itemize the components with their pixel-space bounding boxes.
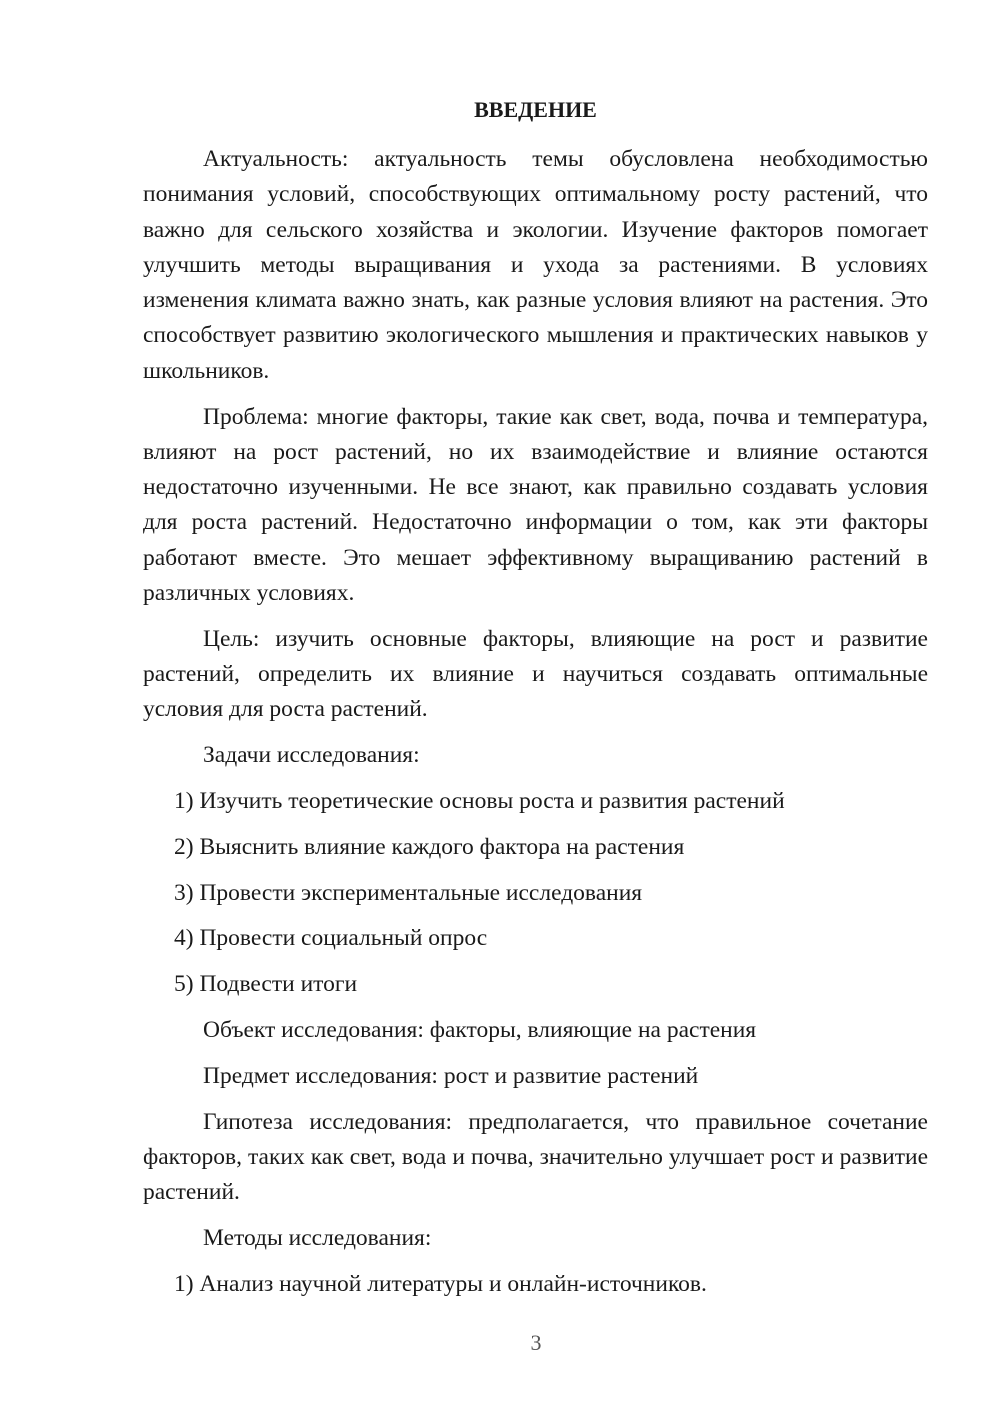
research-object: Объект исследования: факторы, влияющие на растения [203,1017,757,1044]
page-number: 3 [530,1330,542,1355]
research-subject: Предмет исследования: рост и развитие растений [203,1062,699,1089]
task-item-1: 1) Изучить теоретические основы роста и развития растений [174,788,785,815]
paragraph-goal: Цель: изучить основные факторы, влияющие на рост и развитие растений, определить их влияние и научиться создавать оптимальные условия для роста растений. [143,625,928,723]
method-item-1: 1) Анализ научной литературы и онлайн-источников. [174,1270,707,1297]
task-item-5: 5) Подвести итоги [174,971,358,998]
paragraph-problem: Проблема: многие факторы, такие как свет, вода, почва и температура, влияют на рост растений, но их взаимодействие и влияние остаются недостаточно изученными. Не все знают, как правильно создавать условия для роста растений. Недостаточно информации о том, как эти факторы работают вместе. Это мешает эффективному выращиванию растений в различных условиях. [143,403,928,607]
document-page [143,92,928,1313]
paragraph-hypothesis: Гипотеза исследования: предполагается, что правильное сочетание факторов, таких как свет, вода и почва, значительно улучшает рост и развитие растений. [143,1108,928,1206]
tasks-title: Задачи исследования: [203,742,420,769]
task-item-4: 4) Провести социальный опрос [174,925,488,952]
section-heading: ВВЕДЕНИЕ [474,97,597,122]
task-item-3: 3) Провести экспериментальные исследования [174,879,643,906]
methods-title: Методы исследования: [203,1225,432,1252]
paragraph-relevance: Актуальность: актуальность темы обусловлена необходимостью понимания условий, способствующих оптимальному росту растений, что важно для сельского хозяйства и экологии. Изучение факторов помогает улучшить методы выращивания и ухода за растениями. В условиях изменения климата важно знать, как разные условия влияют на растения. Это способствует развитию экологического мышления и практических навыков у школьников. [143,146,928,384]
task-item-2: 2) Выяснить влияние каждого фактора на растения [174,833,685,860]
